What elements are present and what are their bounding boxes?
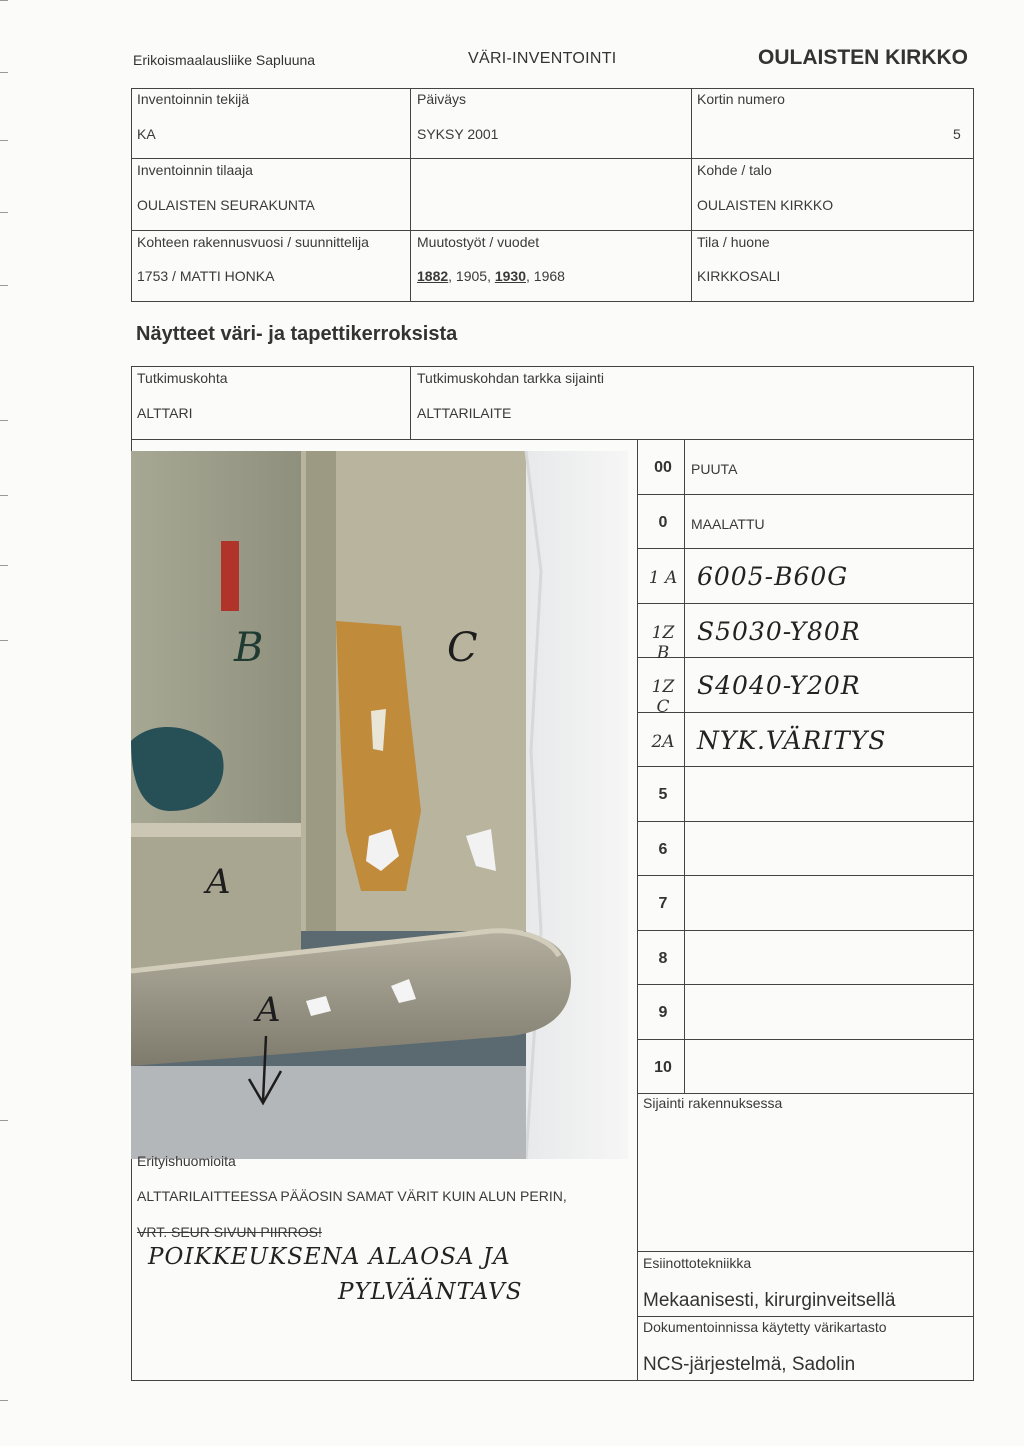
photo-mark-a-upper: A — [206, 862, 231, 902]
changes-label: Muutostyöt / vuodet — [417, 234, 540, 250]
build-year-label: Kohteen rakennusvuosi / suunnittelija — [137, 234, 369, 250]
layer-number: 10 — [654, 1059, 672, 1076]
layer-number: 1Z C — [651, 677, 675, 717]
row-divider — [637, 1316, 974, 1317]
layer-row-divider — [637, 603, 974, 604]
card-number-value: 5 — [953, 126, 961, 142]
layer-description: MAALATTU — [691, 516, 765, 532]
layer-row-divider — [637, 494, 974, 495]
layer-description: S4040-Y20R — [697, 671, 861, 700]
research-point-label: Tutkimuskohta — [137, 370, 228, 386]
layer-number: 2A — [651, 732, 675, 752]
margin-mark — [0, 565, 8, 566]
layers-left-border — [637, 439, 638, 1381]
layer-row-divider — [637, 1039, 974, 1040]
row-divider — [131, 439, 974, 440]
margin-mark — [0, 495, 8, 496]
section-title: Näytteet väri- ja tapettikerroksista — [136, 323, 458, 345]
layer-description: S5030-Y80R — [697, 617, 861, 646]
technique-label: Esiinottotekniikka — [643, 1255, 752, 1271]
build-year-value: 1753 / MATTI HONKA — [137, 268, 275, 284]
layer-description: NYK.VÄRITYS — [697, 726, 887, 755]
layer-row-divider — [637, 1093, 974, 1094]
technique-value: Mekaanisesti, kirurginveitsellä — [643, 1290, 896, 1311]
changes-year-1930: 1930 — [494, 268, 527, 284]
margin-mark — [0, 640, 8, 641]
layer-row-divider — [637, 821, 974, 822]
notes-handwritten-2: PYLVÄÄNTAVS — [338, 1279, 523, 1305]
date-label: Päiväys — [417, 91, 467, 107]
layer-row-divider — [637, 875, 974, 876]
photo-mark-c: C — [447, 625, 478, 671]
layer-number: 5 — [658, 786, 668, 803]
altar-sample-photo — [131, 451, 628, 1159]
date-value: SYKSY 2001 — [417, 126, 499, 142]
layer-number: 0 — [658, 514, 668, 531]
target-value: OULAISTEN KIRKKO — [697, 197, 834, 213]
inventor-value: KA — [137, 126, 156, 142]
notes-line-struck: VRT. SEUR SIVUN PIIRROS! — [137, 1224, 322, 1240]
building-location-label: Sijainti rakennuksessa — [643, 1095, 783, 1111]
photo-mark-a-lower: A — [256, 990, 281, 1030]
color-chart-value: NCS-järjestelmä, Sadolin — [643, 1354, 856, 1375]
layer-number: 6 — [658, 841, 668, 858]
research-location-label: Tutkimuskohdan tarkka sijainti — [417, 370, 605, 386]
room-label: Tila / huone — [697, 234, 770, 250]
changes-sep: , 1968 — [526, 268, 565, 284]
photo-mark-b: B — [234, 625, 264, 671]
building-heading: OULAISTEN KIRKKO — [758, 46, 968, 69]
margin-mark — [0, 1120, 8, 1121]
layer-number: 8 — [658, 950, 668, 967]
layer-number: 1Z B — [651, 623, 675, 663]
col-divider — [410, 88, 411, 302]
layer-number: 00 — [654, 459, 672, 476]
research-point-value: ALTTARI — [137, 405, 193, 421]
layer-description: 6005-B60G — [697, 562, 849, 591]
margin-mark — [0, 140, 8, 141]
margin-mark — [0, 285, 8, 286]
layer-row-divider — [637, 766, 974, 767]
layer-row-divider — [637, 657, 974, 658]
company-name: Erikoismaalausliike Sapluuna — [133, 52, 316, 68]
color-chart-label: Dokumentoinnissa käytetty värikartasto — [643, 1319, 887, 1335]
notes-handwritten-1: POIKKEUKSENA ALAOSA JA — [148, 1244, 511, 1270]
layer-number: 7 — [658, 895, 668, 912]
margin-mark — [0, 72, 8, 73]
room-value: KIRKKOSALI — [697, 268, 781, 284]
layer-number: 1 A — [648, 568, 678, 588]
layer-row-divider — [637, 984, 974, 985]
research-location-value: ALTTARILAITE — [417, 405, 512, 421]
layer-description: PUUTA — [691, 461, 738, 477]
col-divider — [691, 88, 692, 302]
inventor-label: Inventoinnin tekijä — [137, 91, 250, 107]
card-number-label: Kortin numero — [697, 91, 785, 107]
margin-mark — [0, 420, 8, 421]
layer-row-divider — [637, 930, 974, 931]
margin-mark — [0, 1400, 8, 1401]
row-divider — [131, 230, 974, 231]
row-divider — [131, 158, 974, 159]
client-label: Inventoinnin tilaaja — [137, 162, 253, 178]
changes-sep: , 1905, — [448, 268, 495, 284]
margin-mark — [0, 0, 8, 1]
layer-number: 9 — [658, 1004, 668, 1021]
target-label: Kohde / talo — [697, 162, 772, 178]
margin-mark — [0, 212, 8, 213]
col-divider — [410, 366, 411, 440]
client-value: OULAISTEN SEURAKUNTA — [137, 197, 315, 213]
changes-year-1882: 1882 — [417, 268, 449, 284]
changes-value — [417, 268, 565, 284]
notes-label: Erityishuomioita — [137, 1153, 236, 1169]
document-type: VÄRI-INVENTOINTI — [468, 50, 617, 67]
layer-row-divider — [637, 548, 974, 549]
row-divider — [637, 1251, 974, 1252]
notes-line-1: ALTTARILAITTEESSA PÄÄOSIN SAMAT VÄRIT KUIN ALUN PERIN, — [137, 1188, 567, 1204]
layer-row-divider — [637, 712, 974, 713]
